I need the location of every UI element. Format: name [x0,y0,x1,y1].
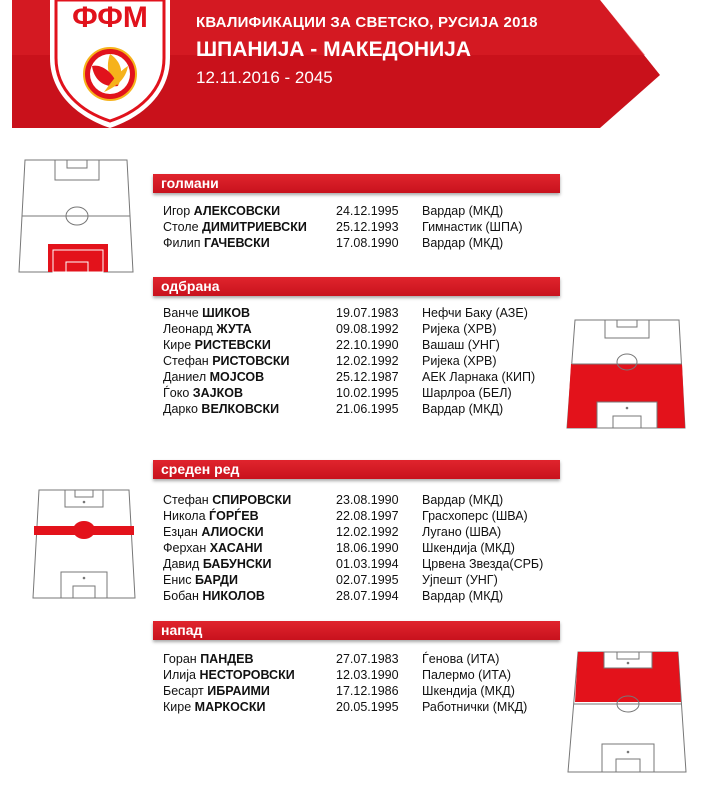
player-first-name: Ванче [163,306,199,320]
player-club: Црвена Звезда(СРБ) [422,557,544,571]
player-birth-date: 19.07.1983 [336,306,399,320]
player-birth-date: 23.08.1990 [336,493,399,507]
player-last-name: ЗАЈКОВ [192,386,243,400]
player-row [163,684,583,700]
section-header-attack [153,621,560,640]
player-row [163,338,583,354]
player-birth-date: 22.10.1990 [336,338,399,352]
player-last-name: НИКОЛОВ [202,589,265,603]
player-club: Палермо (ИТА) [422,668,512,682]
pitch-goalkeepers-icon [15,156,140,278]
player-birth-date: 28.07.1994 [336,589,399,603]
player-last-name: ХАСАНИ [209,541,263,555]
player-row [163,204,583,220]
player-first-name: Игор [163,204,191,218]
player-last-name: БАБУНСКИ [202,557,272,571]
player-birth-date: 25.12.1987 [336,370,399,384]
player-last-name: ДИМИТРИЕВСКИ [202,220,307,234]
player-birth-date: 12.02.1992 [336,525,399,539]
player-row [163,652,583,668]
player-row [163,557,583,573]
player-last-name: ГАЧЕВСКИ [204,236,270,250]
player-first-name: Ферхан [163,541,207,555]
player-birth-date: 25.12.1993 [336,220,399,234]
player-club: Шарлроа (БЕЛ) [422,386,512,400]
player-last-name: ЃОРЃЕВ [209,509,259,523]
player-club: Вардар (МКД) [422,204,504,218]
player-birth-date: 10.02.1995 [336,386,399,400]
player-birth-date: 12.02.1992 [336,354,399,368]
player-list-defence [163,306,583,418]
player-name [163,573,238,587]
player-name [163,370,264,384]
player-row [163,386,583,402]
player-row [163,322,583,338]
player-first-name: Горан [163,652,197,666]
section-header-midfield [153,460,560,479]
player-first-name: Давид [163,557,200,571]
player-first-name: Столе [163,220,199,234]
player-last-name: МОЈСОВ [209,370,265,384]
player-first-name: Езџан [163,525,198,539]
player-row [163,700,583,716]
player-row [163,220,583,236]
player-club: Гимнастик (ШПА) [422,220,523,234]
player-name [163,306,250,320]
player-club: Ријека (ХРВ) [422,322,497,336]
player-name [163,525,264,539]
player-birth-date: 18.06.1990 [336,541,399,555]
player-club: Работнички (МКД) [422,700,528,714]
player-name [163,236,270,250]
player-name [163,652,254,666]
player-birth-date: 24.12.1995 [336,204,399,218]
player-name [163,684,270,698]
player-name [163,204,280,218]
pitch-midfield-icon [29,486,139,602]
section-title: одбрана [161,278,220,294]
section-header-defence [153,277,560,296]
player-club: Шкендија (МКД) [422,684,515,698]
player-club: Вардар (МКД) [422,589,504,603]
player-birth-date: 12.03.1990 [336,668,399,682]
player-first-name: Дарко [163,402,198,416]
player-row [163,354,583,370]
player-row [163,306,583,322]
player-name [163,589,265,603]
player-last-name: РИСТЕВСКИ [194,338,271,352]
player-list-midfield [163,493,583,605]
player-name [163,402,279,416]
player-row [163,589,583,605]
player-birth-date: 17.12.1986 [336,684,399,698]
player-last-name: ШИКОВ [202,306,251,320]
player-first-name: Илија [163,668,196,682]
player-club: Вардар (МКД) [422,236,504,250]
player-club: АЕК Ларнака (КИП) [422,370,536,384]
player-row [163,402,583,418]
player-name [163,700,265,714]
player-row [163,509,583,525]
player-last-name: МАРКОСКИ [194,700,266,714]
player-last-name: СПИРОВСКИ [212,493,292,507]
player-club: Вардар (МКД) [422,493,504,507]
logo-text: ФФМ [72,1,148,34]
player-club: Грасхоперс (ШВА) [422,509,528,523]
player-row [163,668,583,684]
player-club: Ујпешт (УНГ) [422,573,498,587]
player-last-name: ПАНДЕВ [200,652,254,666]
player-name [163,493,291,507]
player-first-name: Стефан [163,493,209,507]
player-birth-date: 21.06.1995 [336,402,399,416]
player-first-name: Ѓоко [163,386,190,400]
player-birth-date: 22.08.1997 [336,509,399,523]
player-row [163,236,583,252]
player-last-name: ИБРАИМИ [207,684,270,698]
player-list-attack [163,652,583,716]
player-birth-date: 02.07.1995 [336,573,399,587]
player-birth-date: 27.07.1983 [336,652,399,666]
player-birth-date: 01.03.1994 [336,557,399,571]
player-first-name: Леонард [163,322,213,336]
player-name [163,509,259,523]
player-birth-date: 17.08.1990 [336,236,399,250]
player-row [163,573,583,589]
player-name [163,338,271,352]
player-club: Вардар (МКД) [422,402,504,416]
player-row [163,493,583,509]
player-row [163,541,583,557]
header-title: КВАЛИФИКАЦИИ ЗА СВЕТСКО, РУСИЈА 2018 [196,14,538,31]
player-first-name: Бесарт [163,684,204,698]
player-row [163,525,583,541]
player-name [163,668,295,682]
player-name [163,557,271,571]
player-first-name: Стефан [163,354,209,368]
player-name [163,220,307,234]
player-club: Нефчи Баку (АЗЕ) [422,306,528,320]
player-club: Ѓенова (ИТА) [422,652,500,666]
player-row [163,370,583,386]
player-birth-date: 20.05.1995 [336,700,399,714]
player-first-name: Кире [163,338,192,352]
player-club: Лугано (ШВА) [422,525,502,539]
section-title: голмани [161,175,219,191]
player-first-name: Никола [163,509,206,523]
player-first-name: Кире [163,700,192,714]
match-date: 12.11.2016 - 2045 [196,68,333,87]
player-first-name: Бобан [163,589,199,603]
player-last-name: БАРДИ [194,573,238,587]
player-birth-date: 09.08.1992 [336,322,399,336]
player-last-name: РИСТОВСКИ [212,354,290,368]
player-first-name: Енис [163,573,192,587]
match-title: ШПАНИЈА - МАКЕДОНИЈА [196,38,472,61]
player-name [163,322,252,336]
section-title: среден ред [161,461,240,477]
section-header-goalkeepers [153,174,560,193]
section-title: напад [161,622,203,638]
player-list-goalkeepers [163,204,583,252]
player-club: Шкендија (МКД) [422,541,515,555]
player-first-name: Даниел [163,370,207,384]
player-club: Вашаш (УНГ) [422,338,500,352]
player-last-name: ЖУТА [216,322,252,336]
player-name [163,541,263,555]
player-name [163,354,289,368]
player-name [163,386,243,400]
player-last-name: ВЕЛКОВСКИ [201,402,280,416]
player-club: Ријека (ХРВ) [422,354,497,368]
player-last-name: НЕСТОРОВСКИ [199,668,295,682]
player-last-name: АЛЕКСОВСКИ [193,204,281,218]
player-first-name: Филип [163,236,201,250]
sun-ball-icon [84,48,136,100]
player-last-name: АЛИОСКИ [201,525,264,539]
